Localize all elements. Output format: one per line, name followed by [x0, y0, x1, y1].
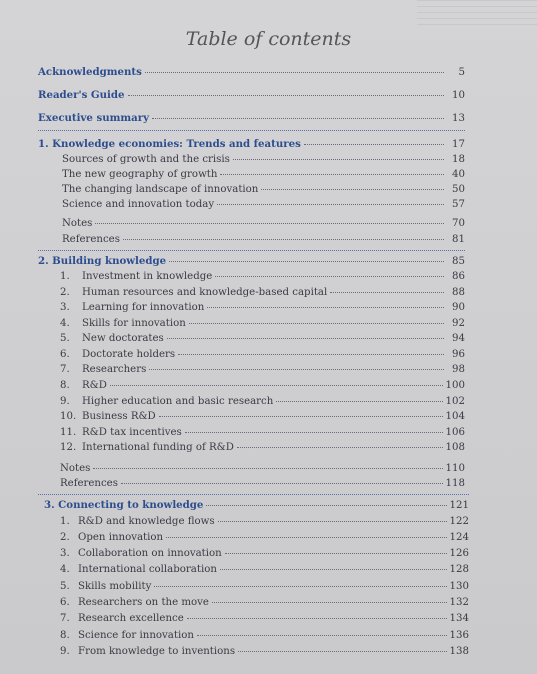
entry-label: Science and innovation today	[62, 199, 215, 210]
leader-dots	[220, 174, 444, 175]
entry-page: 96	[452, 349, 465, 360]
toc-entry[interactable]	[60, 645, 469, 658]
entry-label: Investment in knowledge	[82, 271, 213, 282]
entry-page: 118	[445, 478, 465, 489]
entry-label: International funding of R&D	[82, 442, 234, 453]
toc-entry-references[interactable]	[60, 477, 465, 490]
leader-dots	[121, 483, 443, 484]
entry-page: 81	[452, 234, 465, 245]
entry-label: Reader's Guide	[38, 89, 125, 101]
entry-number: 3.	[60, 302, 70, 313]
toc-entry[interactable]	[62, 198, 465, 211]
toc-entry[interactable]	[60, 301, 465, 314]
entry-label: Science for innovation	[78, 630, 194, 641]
leader-dots	[237, 447, 443, 448]
entry-number: 9.	[60, 396, 70, 407]
entry-label: Skills mobility	[78, 581, 152, 592]
entry-page: 108	[445, 442, 465, 453]
toc-chapter-3[interactable]	[44, 499, 469, 512]
toc-entry[interactable]	[60, 332, 465, 345]
entry-number: 1.	[60, 271, 70, 282]
entry-page: 85	[452, 256, 465, 267]
leader-dots	[187, 618, 447, 619]
entry-number: 5.	[60, 333, 70, 344]
entry-label: R&D tax incentives	[82, 427, 182, 438]
entry-label: The changing landscape of innovation	[62, 184, 259, 195]
toc-entry[interactable]	[60, 270, 465, 283]
entry-label: Sources of growth and the crisis	[62, 154, 230, 165]
entry-page: 121	[449, 500, 469, 511]
entry-number: 9.	[60, 646, 70, 657]
leader-dots	[167, 338, 444, 339]
toc-entry-notes[interactable]	[62, 217, 465, 230]
entry-label: Human resources and knowledge-based capital	[82, 287, 328, 298]
toc-entry-acknowledgments[interactable]	[38, 66, 465, 79]
entry-number: 5.	[60, 581, 70, 592]
entry-label: The new geography of growth	[62, 169, 218, 180]
toc-entry[interactable]	[60, 426, 465, 439]
entry-page: 94	[452, 333, 465, 344]
entry-number: 4.	[60, 318, 70, 329]
leader-dots	[152, 118, 444, 119]
leader-dots	[215, 276, 444, 277]
entry-page: 126	[449, 548, 469, 559]
entry-number: 7.	[60, 613, 70, 624]
entry-number: 6.	[60, 597, 70, 608]
entry-page: 70	[452, 218, 465, 229]
leader-dots	[93, 468, 442, 469]
entry-page: 124	[449, 532, 469, 543]
entry-page: 10	[452, 90, 465, 101]
entry-page: 18	[452, 154, 465, 165]
leader-dots	[166, 537, 446, 538]
entry-page: 88	[452, 287, 465, 298]
leader-dots	[225, 553, 447, 554]
toc-entry[interactable]	[62, 153, 465, 166]
entry-label: R&D and knowledge flows	[78, 516, 215, 527]
entry-number: 8.	[60, 630, 70, 641]
entry-number: 2.	[60, 287, 70, 298]
entry-label: From knowledge to inventions	[78, 646, 236, 657]
entry-number: 6.	[60, 349, 70, 360]
toc-entry[interactable]	[60, 580, 469, 593]
entry-number: 8.	[60, 380, 70, 391]
toc-entry[interactable]	[60, 348, 465, 361]
entry-label: Researchers on the move	[78, 597, 209, 608]
entry-label: New doctorates	[82, 333, 164, 344]
toc-entry-executive-summary[interactable]	[38, 112, 465, 125]
leader-dots	[185, 432, 443, 433]
section-divider	[38, 130, 465, 131]
entry-number: 7.	[60, 364, 70, 375]
entry-label: Open innovation	[78, 532, 164, 543]
leader-dots	[154, 586, 446, 587]
leader-dots	[238, 651, 446, 652]
toc-entry[interactable]	[60, 531, 469, 544]
leader-dots	[197, 635, 447, 636]
entry-page: 132	[449, 597, 469, 608]
entry-page: 102	[445, 396, 465, 407]
section-divider	[38, 250, 465, 251]
leader-dots	[189, 323, 444, 324]
entry-label: References	[62, 234, 120, 245]
entry-page: 40	[452, 169, 465, 180]
entry-page: 122	[449, 516, 469, 527]
toc-entry[interactable]	[60, 563, 469, 576]
toc-entry-notes[interactable]	[60, 462, 465, 475]
toc-entry[interactable]	[60, 629, 469, 642]
entry-page: 134	[449, 613, 469, 624]
chapter-label: 2. Building knowledge	[38, 255, 167, 267]
leader-dots	[330, 292, 444, 293]
leader-dots	[212, 602, 447, 603]
toc-entry-readers-guide[interactable]	[38, 89, 465, 102]
leader-dots	[145, 72, 444, 73]
entry-number: 12.	[60, 442, 77, 453]
entry-page: 90	[452, 302, 465, 313]
entry-number: 1.	[60, 516, 70, 527]
leader-dots	[128, 95, 444, 96]
toc-entry[interactable]	[60, 612, 469, 625]
leader-dots	[233, 159, 444, 160]
entry-number: 10.	[60, 411, 77, 422]
entry-page: 136	[449, 630, 469, 641]
entry-page: 128	[449, 564, 469, 575]
entry-number: 4.	[60, 564, 70, 575]
entry-page: 130	[449, 581, 469, 592]
entry-label: R&D	[82, 380, 107, 391]
toc-entry[interactable]	[60, 363, 465, 376]
page-title: Table of contents	[185, 28, 352, 50]
toc-entry[interactable]	[60, 410, 465, 423]
toc-entry[interactable]	[60, 596, 469, 609]
entry-label: Higher education and basic research	[82, 396, 274, 407]
toc-entry[interactable]	[60, 395, 465, 408]
entry-page: 17	[452, 139, 465, 150]
toc-chapter-1[interactable]	[38, 138, 465, 151]
leader-dots	[149, 369, 444, 370]
entry-page: 106	[445, 427, 465, 438]
section-divider	[38, 494, 469, 495]
toc-entry-references[interactable]	[62, 233, 465, 246]
leader-dots	[206, 505, 446, 506]
leader-dots	[159, 416, 443, 417]
entry-number: 11.	[60, 427, 77, 438]
entry-label: Learning for innovation	[82, 302, 205, 313]
leader-dots	[304, 144, 444, 145]
entry-label: Research excellence	[78, 613, 184, 624]
entry-page: 104	[445, 411, 465, 422]
toc-entry[interactable]	[60, 286, 465, 299]
chapter-label: 3. Connecting to knowledge	[44, 499, 204, 511]
leader-dots	[207, 307, 444, 308]
toc-entry[interactable]	[60, 317, 465, 330]
entry-page: 138	[449, 646, 469, 657]
leader-dots	[276, 401, 442, 402]
entry-page: 100	[445, 380, 465, 391]
toc-entry[interactable]	[60, 515, 469, 528]
chapter-label: 1. Knowledge economies: Trends and features	[38, 138, 301, 150]
leader-dots	[261, 189, 444, 190]
entry-label: References	[60, 478, 118, 489]
entry-label: Collaboration on innovation	[78, 548, 222, 559]
toc-entry[interactable]	[60, 547, 469, 560]
toc-entry[interactable]	[62, 183, 465, 196]
leader-dots	[218, 521, 447, 522]
entry-page: 98	[452, 364, 465, 375]
entry-label: Doctorate holders	[82, 349, 176, 360]
entry-label: Skills for innovation	[82, 318, 186, 329]
entry-label: International collaboration	[78, 564, 217, 575]
leader-dots	[178, 354, 444, 355]
entry-page: 50	[452, 184, 465, 195]
entry-label: Notes	[60, 463, 91, 474]
leader-dots	[123, 239, 444, 240]
entry-page: 13	[452, 113, 465, 124]
entry-label: Acknowledgments	[38, 66, 142, 78]
entry-number: 3.	[60, 548, 70, 559]
entry-page: 57	[452, 199, 465, 210]
leader-dots	[220, 569, 447, 570]
entry-label: Researchers	[82, 364, 147, 375]
entry-label: Executive summary	[38, 112, 150, 124]
entry-page: 5	[458, 67, 465, 78]
toc-entry[interactable]	[62, 168, 465, 181]
toc-entry[interactable]	[60, 441, 465, 454]
leader-dots	[95, 223, 444, 224]
entry-page: 92	[452, 318, 465, 329]
toc-chapter-2[interactable]	[38, 255, 465, 268]
leader-dots	[217, 204, 444, 205]
entry-page: 110	[445, 463, 465, 474]
entry-number: 2.	[60, 532, 70, 543]
toc-entry[interactable]	[60, 379, 465, 392]
entry-label: Notes	[62, 218, 93, 229]
leader-dots	[169, 261, 444, 262]
leader-dots	[110, 385, 443, 386]
entry-page: 86	[452, 271, 465, 282]
entry-label: Business R&D	[82, 411, 156, 422]
